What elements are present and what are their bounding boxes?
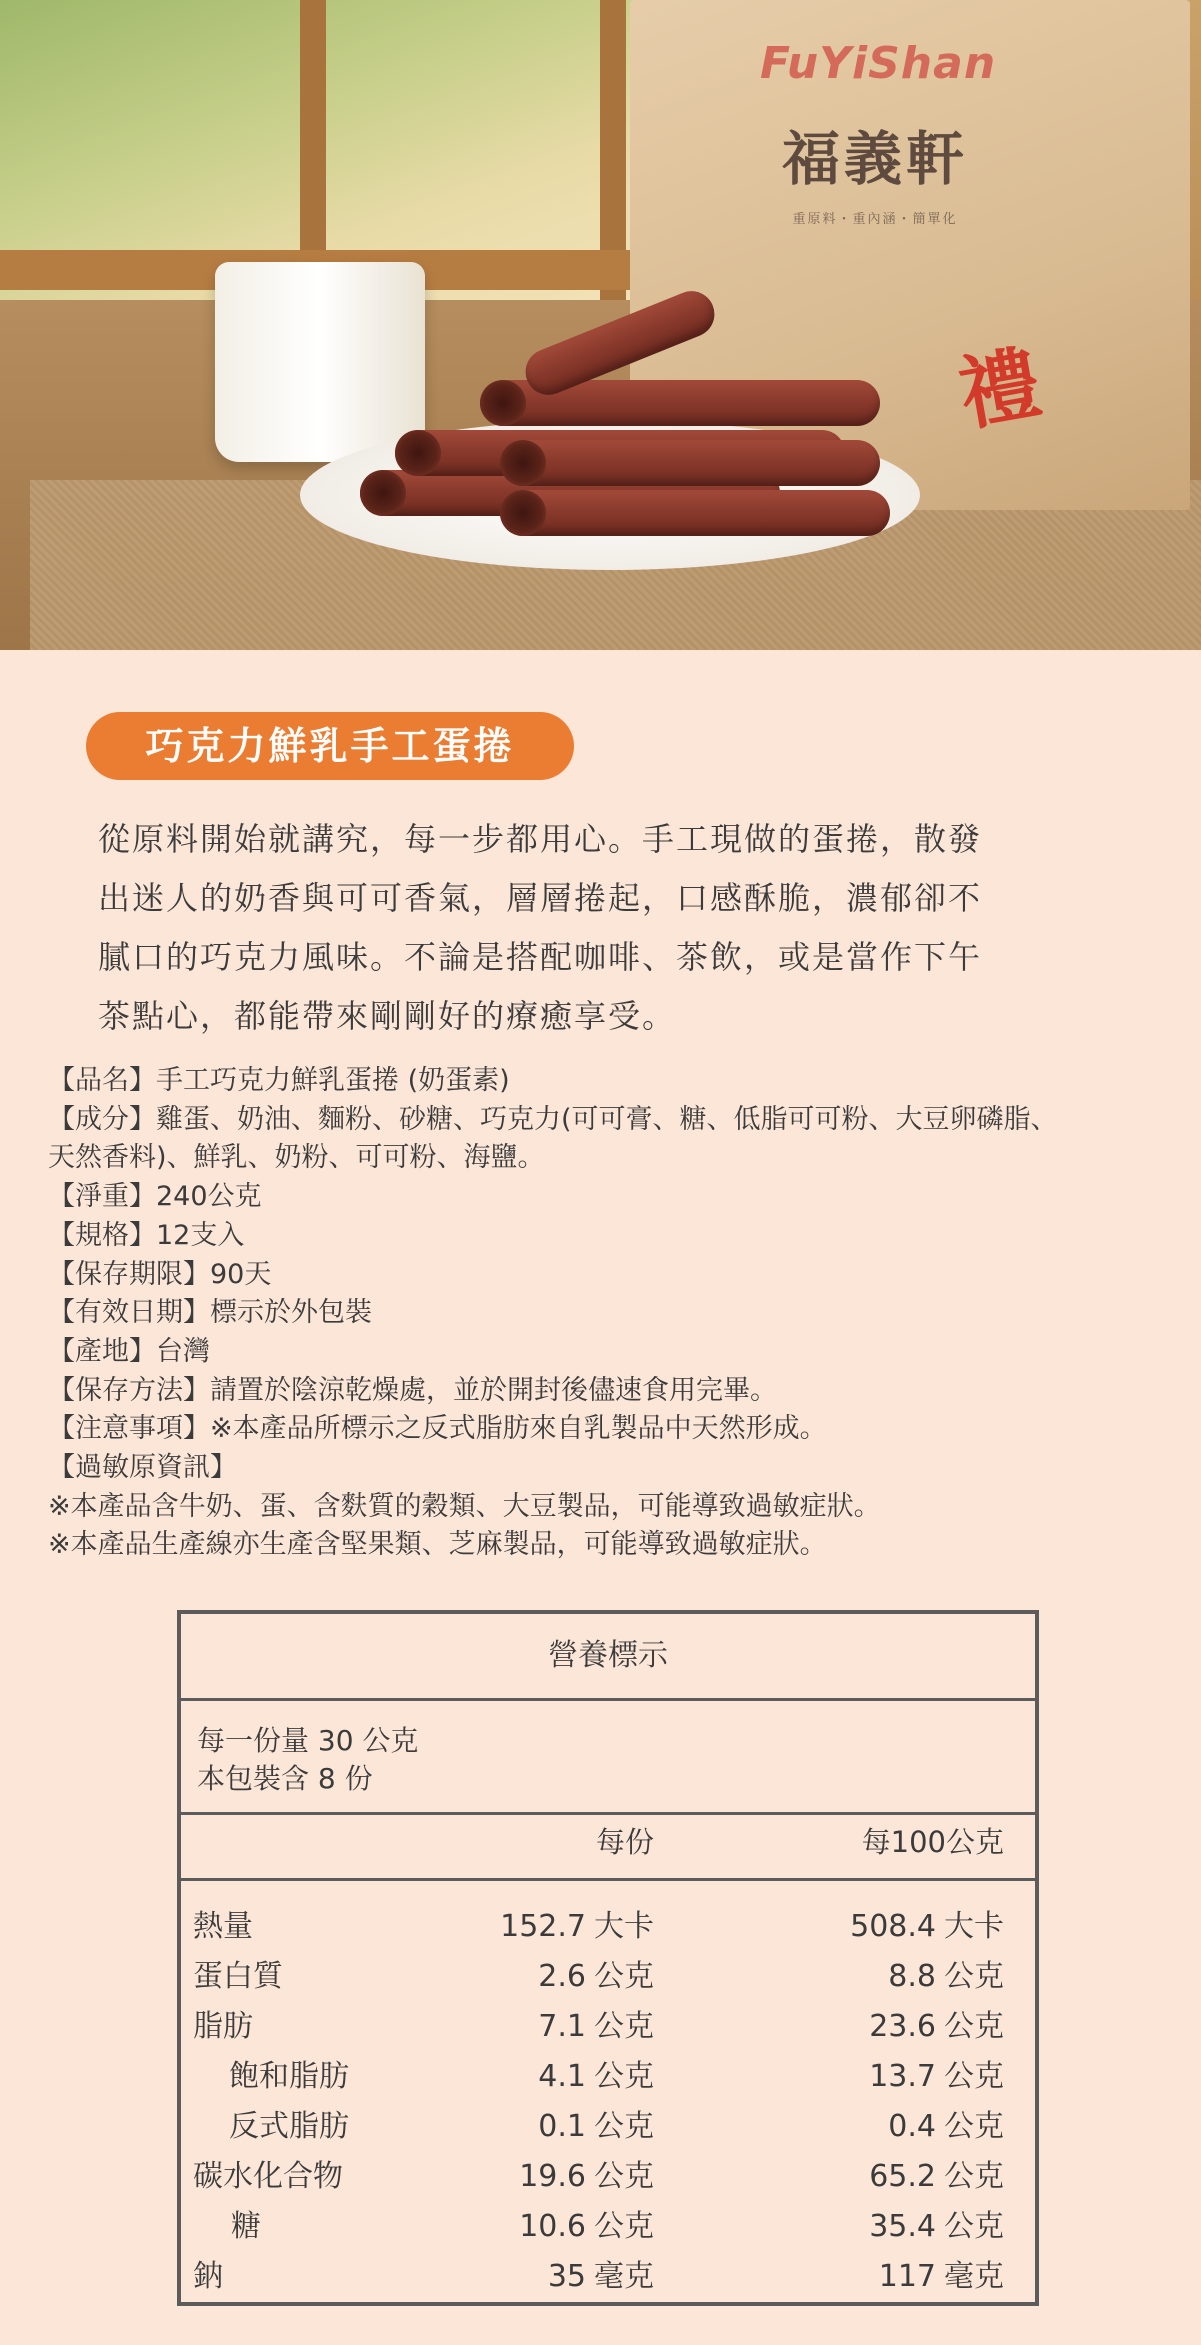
detail-line: ※本產品含牛奶、蛋、含麩質的穀類、大豆製品，可能導致過敏症狀。 xyxy=(48,1490,881,1522)
egg-roll-end xyxy=(500,490,546,536)
col-header-per-serving: 每份 xyxy=(595,1825,654,1859)
detail-line: 【保存方法】請置於陰涼乾燥處，並於開封後儘速食用完畢。 xyxy=(48,1374,777,1406)
nutrition-title: 營養標示 xyxy=(548,1638,668,1673)
intro-line: 從原料開始就講究，每一步都用心。手工現做的蛋捲，散發 xyxy=(98,820,983,858)
value-per-100g: 23.6 公克 xyxy=(869,2009,1004,2044)
product-details xyxy=(48,1062,1168,1565)
milk-glass xyxy=(215,262,425,462)
brand-slogan: 重原料・重內涵・簡單化 xyxy=(792,212,958,227)
nutrient-label: 飽和脂肪 xyxy=(229,2059,349,2094)
value-per-100g: 8.8 公克 xyxy=(888,1959,1004,1994)
nutrient-label: 脂肪 xyxy=(193,2009,253,2044)
detail-line: 【淨重】240公克 xyxy=(48,1181,262,1213)
nutrition-row xyxy=(181,2202,1035,2252)
value-per-serving: 35 毫克 xyxy=(547,2259,654,2294)
value-per-100g: 13.7 公克 xyxy=(869,2059,1004,2094)
value-per-100g: 117 毫克 xyxy=(878,2259,1004,2294)
divider xyxy=(181,1698,1035,1701)
detail-line: 【過敏原資訊】 xyxy=(48,1452,237,1484)
nutrient-label: 反式脂肪 xyxy=(229,2109,349,2144)
nutrition-table xyxy=(177,1610,1039,2306)
nutrient-label: 糖 xyxy=(231,2209,261,2244)
brand-logo-en: FuYiShan xyxy=(760,38,997,89)
nutrition-row xyxy=(181,1902,1035,1952)
egg-roll-end xyxy=(500,440,546,486)
detail-line: 【注意事項】※本產品所標示之反式脂肪來自乳製品中天然形成。 xyxy=(48,1413,827,1445)
detail-line: 【有效日期】標示於外包裝 xyxy=(48,1297,372,1329)
value-per-serving: 10.6 公克 xyxy=(519,2209,654,2244)
value-per-100g: 508.4 大卡 xyxy=(850,1909,1004,1944)
intro-line: 膩口的巧克力風味。不論是搭配咖啡、茶飲，或是當作下午 xyxy=(98,938,983,976)
nutrition-row xyxy=(181,2252,1035,2302)
nutrition-row xyxy=(181,1952,1035,2002)
intro-paragraph xyxy=(98,810,1008,1046)
nutrient-label: 碳水化合物 xyxy=(193,2159,343,2194)
nutrient-label: 蛋白質 xyxy=(193,1959,283,1994)
brand-logo-cn: 福義軒 xyxy=(781,125,968,193)
nutrient-label: 鈉 xyxy=(193,2259,223,2294)
gift-stamp: 禮 xyxy=(952,336,1048,443)
detail-line: 【成分】雞蛋、奶油、麵粉、砂糖、巧克力(可可膏、糖、低脂可可粉、大豆卵磷脂、 xyxy=(48,1103,1058,1135)
value-per-serving: 7.1 公克 xyxy=(538,2009,654,2044)
detail-line: 天然香料)、鮮乳、奶粉、可可粉、海鹽。 xyxy=(48,1142,545,1174)
detail-line: 【規格】12支入 xyxy=(48,1219,245,1251)
detail-line: ※本產品生產線亦生產含堅果類、芝麻製品，可能導致過敏症狀。 xyxy=(48,1529,827,1561)
egg-roll-end xyxy=(395,430,441,476)
nutrition-row xyxy=(181,2152,1035,2202)
value-per-serving: 0.1 公克 xyxy=(538,2109,654,2144)
detail-line: 【產地】台灣 xyxy=(48,1335,210,1367)
serving-info xyxy=(197,1722,418,1798)
intro-line: 出迷人的奶香與可可香氣，層層捲起，口感酥脆，濃郁卻不 xyxy=(98,879,983,917)
value-per-serving: 19.6 公克 xyxy=(519,2159,654,2194)
divider xyxy=(181,1878,1035,1881)
product-photo xyxy=(0,0,1201,650)
value-per-serving: 4.1 公克 xyxy=(538,2059,654,2094)
value-per-serving: 152.7 大卡 xyxy=(500,1909,654,1944)
nutrition-row xyxy=(181,2002,1035,2052)
egg-roll-end xyxy=(480,380,526,426)
product-title: 巧克力鮮乳手工蛋捲 xyxy=(145,724,515,768)
egg-roll xyxy=(500,440,880,486)
detail-line: 【保存期限】90天 xyxy=(48,1258,272,1290)
value-per-serving: 2.6 公克 xyxy=(538,1959,654,1994)
value-per-100g: 65.2 公克 xyxy=(869,2159,1004,2194)
egg-roll xyxy=(500,490,890,536)
nutrient-label: 熱量 xyxy=(193,1909,253,1944)
value-per-100g: 0.4 公克 xyxy=(888,2109,1004,2144)
egg-roll-end xyxy=(360,470,406,516)
nutrition-row xyxy=(181,2052,1035,2102)
serving-size: 每一份量 30 公克 xyxy=(197,1724,419,1757)
intro-line: 茶點心，都能帶來剛剛好的療癒享受。 xyxy=(98,997,677,1035)
servings-per-package: 本包裝含 8 份 xyxy=(197,1762,373,1795)
detail-line: 【品名】手工巧克力鮮乳蛋捲 (奶蛋素) xyxy=(48,1065,510,1096)
col-header-per-100g: 每100公克 xyxy=(861,1825,1004,1859)
divider xyxy=(181,1812,1035,1815)
value-per-100g: 35.4 公克 xyxy=(869,2209,1004,2244)
nutrition-row xyxy=(181,2102,1035,2152)
